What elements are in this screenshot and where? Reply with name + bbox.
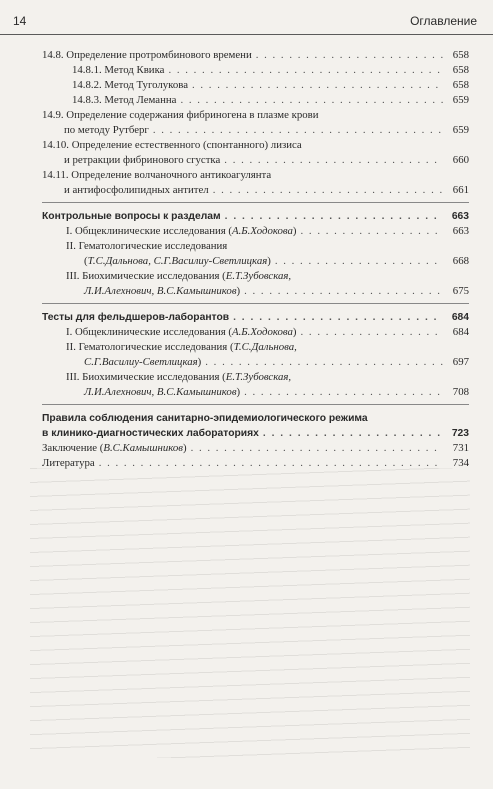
toc-entry-control-hematology[interactable]: II. Гематологические исследования (Т.С.Дальнова, С.Г.Василиу-Светлицкая) . . . 668 — [42, 239, 469, 269]
page-ref: 658 — [452, 79, 469, 91]
toc-entry-tests[interactable]: Тесты для фельдшеров-лаборантов . . . 684 — [42, 310, 469, 325]
page-ref: 684 — [451, 312, 469, 323]
page-ref: 697 — [452, 356, 469, 368]
bleed-through-texture — [30, 468, 470, 758]
page-ref: 658 — [452, 64, 469, 76]
toc-entry-14-8[interactable]: 14.8. Определение протромбинового времени . . . 658 — [42, 48, 469, 63]
page-ref: 723 — [451, 428, 469, 439]
toc-entry-tests-biochemistry[interactable]: III. Биохимические исследования (Е.Т.Зубовская, Л.И.Алехнович, В.С.Камышников) . . . 708 — [42, 370, 469, 400]
page-ref: 659 — [452, 94, 469, 106]
toc-entry-control-questions[interactable]: Контрольные вопросы к разделам . . . 663 — [42, 209, 469, 224]
toc-entry-control-general[interactable]: I. Общеклинические исследования (А.Б.Ходокова) . . . 663 — [42, 224, 469, 239]
toc-entry-tests-general[interactable]: I. Общеклинические исследования (А.Б.Ходокова) . . . 684 — [42, 325, 469, 340]
toc-entry-14-8-2[interactable]: 14.8.2. Метод Туголукова . . . 658 — [42, 78, 469, 93]
page-ref: 675 — [452, 285, 469, 297]
toc-entry-tests-hematology[interactable]: II. Гематологические исследования (Т.С.Дальнова, С.Г.Василиу-Светлицкая) . . . 697 — [42, 340, 469, 370]
toc-entry-sanitary-rules[interactable]: Правила соблюдения санитарно-эпидемиологического режима в клинико-диагностических лабораториях . . . 723 — [42, 411, 469, 441]
page-ref: 663 — [451, 211, 469, 222]
page-ref: 734 — [452, 457, 469, 469]
toc-entry-14-11[interactable]: 14.11. Определение волчаночного антикоагулянта и антифосфолипидных антител . . . 661 — [42, 168, 469, 198]
running-header-title: Оглавление — [410, 14, 477, 28]
divider — [42, 404, 469, 405]
table-of-contents — [42, 48, 469, 471]
toc-entry-literature[interactable]: Литература . . . 734 — [42, 456, 469, 471]
page-ref: 659 — [452, 124, 469, 136]
divider — [42, 303, 469, 304]
toc-entry-14-10[interactable]: 14.10. Определение естественного (спонтанного) лизиса и ретракции фибринового сгустка . . . 660 — [42, 138, 469, 168]
toc-entry-14-8-3[interactable]: 14.8.3. Метод Леманна . . . 659 — [42, 93, 469, 108]
page-ref: 668 — [452, 255, 469, 267]
toc-entry-conclusion[interactable]: Заключение (В.С.Камышников) . . . 731 — [42, 441, 469, 456]
page-header — [0, 0, 493, 35]
page-ref: 708 — [452, 386, 469, 398]
page-ref: 684 — [452, 326, 469, 338]
toc-entry-14-9[interactable]: 14.9. Определение содержания фибриногена в плазме крови по методу Рутберг . . . 659 — [42, 108, 469, 138]
page-ref: 661 — [452, 184, 469, 196]
divider — [42, 202, 469, 203]
toc-entry-14-8-1[interactable]: 14.8.1. Метод Квика . . . 658 — [42, 63, 469, 78]
page-number: 14 — [13, 14, 27, 28]
page-ref: 660 — [452, 154, 469, 166]
page-ref: 658 — [452, 49, 469, 61]
page-ref: 663 — [452, 225, 469, 237]
toc-entry-control-biochemistry[interactable]: III. Биохимические исследования (Е.Т.Зубовская, Л.И.Алехнович, В.С.Камышников) . . . 675 — [42, 269, 469, 299]
page-ref: 731 — [452, 442, 469, 454]
